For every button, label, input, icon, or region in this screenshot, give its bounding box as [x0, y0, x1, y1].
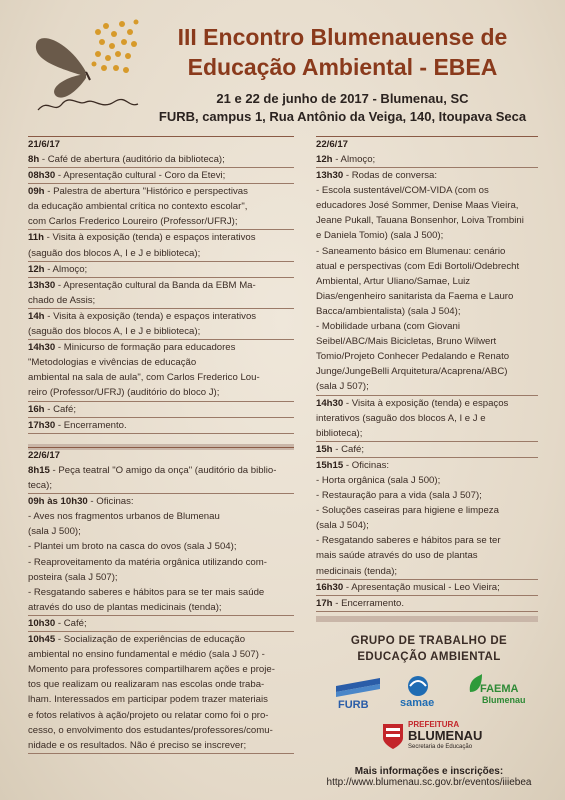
schedule-item: [28, 632, 294, 754]
partner-logos-graphic: [330, 672, 540, 712]
schedule-text: - Resgatando saberes e hábitos para se ter mais saúde: [28, 586, 265, 598]
right-date: 22/6/17: [316, 136, 538, 152]
schedule-text: atual e perspectivas (com Edi Bortoli/Odebrecht: [316, 260, 520, 272]
schedule-text: - Saneamento básico em Blumenau: cenário: [316, 245, 506, 257]
schedule-text: - Oficinas:: [87, 496, 134, 508]
schedule-line: [28, 494, 294, 509]
schedule-line: [28, 402, 294, 417]
schedule-text: - Reaproveitamento da matéria orgânica utilizando com-: [28, 556, 267, 568]
schedule-item: [28, 262, 294, 278]
schedule-line: [28, 355, 294, 370]
schedule-line: [316, 319, 538, 334]
schedule-text: educadores José Sommer, Denise Maas Vieira,: [316, 200, 519, 212]
schedule-time: 16h30: [316, 581, 344, 593]
event-info: [150, 90, 535, 126]
info-label: Mais informações e inscrições:: [354, 766, 504, 777]
title-line-2: Educação Ambiental - EBEA: [187, 54, 498, 80]
schedule-time: 14h30: [316, 397, 344, 409]
schedule-item: [28, 402, 294, 418]
schedule-item: [28, 184, 294, 230]
schedule-text: - Almoço;: [332, 154, 376, 165]
event-dates: 21 e 22 de junho de 2017 - Blumenau, SC: [216, 91, 469, 106]
schedule-item: [316, 442, 538, 458]
schedule-text: - Socialização de experiências de educação: [55, 634, 246, 646]
prefeitura-logo: [382, 720, 502, 752]
schedule-line: [28, 662, 294, 677]
schedule-text: - Visita à exposição (tenda) e espaços interativos: [44, 310, 257, 322]
schedule-line: [316, 411, 538, 426]
schedule-line: [28, 324, 294, 339]
schedule-text: Jeane Pukall, Tauana Bonsenhor, Loiva Trombini: [316, 215, 524, 227]
schedule-text: lham. Interessados em participar podem trazer materiais: [28, 694, 268, 706]
schedule-time: 13h30: [28, 279, 56, 291]
schedule-line: [316, 364, 538, 379]
samae-logo-text: samae: [400, 697, 435, 709]
group-line-1: GRUPO DE TRABALHO DE: [350, 635, 508, 647]
schedule-day2-afternoon: [316, 136, 538, 622]
event-venue: FURB, campus 1, Rua Antônio da Veiga, 140, Itoupava Seca: [158, 109, 527, 124]
schedule-line: [316, 396, 538, 411]
schedule-text: - Apresentação musical - Leo Vieira;: [343, 581, 500, 593]
schedule-text: - Aves nos fragmentos urbanos de Blumenau: [28, 511, 220, 523]
schedule-line: [28, 509, 294, 524]
info-url-link[interactable]: http://www.blumenau.sc.gov.br/eventos/iiiebea: [326, 777, 532, 788]
schedule-time: 11h: [28, 232, 45, 244]
schedule-line: [28, 168, 294, 183]
schedule-text: chado de Assis;: [28, 294, 96, 306]
faema-logo-text: FAEMA: [480, 683, 519, 695]
schedule-line: [28, 616, 294, 631]
section-divider: [316, 616, 538, 622]
schedule-line: [316, 228, 538, 243]
schedule-text: - Escola sustentável/COM-VIDA (com os: [316, 185, 489, 197]
schedule-item: [316, 152, 538, 168]
group-line-2: EDUCAÇÃO AMBIENTAL: [357, 651, 501, 663]
furb-logo: [336, 678, 380, 711]
event-title: [150, 22, 535, 82]
schedule-text: Ambiental, Artur Uliano/Samae, Luiz: [316, 275, 471, 287]
schedule-line: [28, 214, 294, 229]
schedule-text: - Rodas de conversa:: [343, 170, 438, 182]
schedule-item: [28, 152, 294, 168]
schedule-text: com Carlos Frederico Loureiro (Professor/UFRJ);: [28, 216, 238, 228]
schedule-item: [28, 463, 294, 494]
schedule-line: [316, 533, 538, 548]
schedule-line: [316, 304, 538, 319]
schedule-line: [28, 585, 294, 600]
schedule-text: biblioteca);: [316, 427, 363, 439]
schedule-text: - Visita à exposição (tenda) e espaços interativos: [44, 232, 256, 244]
schedule-text: Dias/engenheiro sanitarista da Faema e Lauro: [316, 290, 514, 302]
schedule-line: [316, 379, 538, 394]
schedule-item: [316, 396, 538, 442]
day2-list: [28, 463, 294, 754]
schedule-line: [28, 230, 294, 245]
schedule-text: cesso, o envolvimento dos estudantes/professores/comu-: [28, 724, 273, 736]
schedule-text: (sala J 504);: [316, 520, 369, 532]
schedule-line: [316, 503, 538, 518]
schedule-text: interativos (saguão dos blocos A, I e J e: [316, 412, 486, 424]
schedule-text: - Horta orgânica (sala J 500);: [316, 474, 441, 486]
schedule-text: - Encerramento.: [55, 419, 127, 431]
schedule-line: [316, 244, 538, 259]
footer-info: [318, 766, 540, 788]
schedule-text: ambiental no ensino fundamental e médio (sala J 507) -: [28, 649, 265, 661]
schedule-line: [28, 463, 294, 478]
schedule-text: (sala J 507);: [316, 381, 369, 393]
schedule-time: 15h: [316, 443, 333, 455]
schedule-line: [316, 473, 538, 488]
schedule-text: - Café;: [55, 617, 87, 629]
schedule-item: [28, 309, 294, 340]
schedule-line: [28, 677, 294, 692]
schedule-text: - Mobilidade urbana (com Giovani: [316, 321, 460, 333]
schedule-text: e fotos relativos à ação/projeto ou relatar como foi o pro-: [28, 709, 269, 721]
schedule-line: [316, 349, 538, 364]
schedule-text: Bacca/ambientalista) (sala J 504);: [316, 305, 461, 317]
schedule-line: [28, 600, 294, 615]
schedule-line: [28, 708, 294, 723]
schedule-line: [28, 370, 294, 385]
day1-date: 21/6/17: [28, 136, 294, 152]
schedule-line: [28, 309, 294, 324]
schedule-time: 8h15: [28, 465, 50, 476]
schedule-text: Tomio/Projeto Conhecer Pedalando e Renato: [316, 351, 510, 363]
schedule-time: 13h30: [316, 170, 344, 182]
schedule-time: 10h45: [28, 634, 56, 646]
schedule-time: 12h: [28, 263, 45, 275]
schedule-text: reiro (Professor/UFRJ) (auditório do bloco J);: [28, 387, 220, 399]
schedule-text: - Oficinas:: [343, 459, 390, 471]
partner-logos: [330, 672, 540, 712]
schedule-line: [316, 183, 538, 198]
faema-logo: [470, 674, 526, 705]
schedule-item: [316, 458, 538, 580]
schedule-text: da educação ambiental crítica no contexto escolar",: [28, 201, 248, 213]
schedule-text: Junge/JungeBelli Arquitetura/Acaprena/ABC): [316, 366, 508, 378]
prefeitura-emblem-icon: [382, 722, 404, 750]
furb-logo-text: FURB: [338, 699, 369, 711]
schedule-text: - Resgatando saberes e hábitos para se ter: [316, 535, 501, 547]
schedule-line: [316, 518, 538, 533]
schedule-line: [316, 213, 538, 228]
schedule-text: - Minicurso de formação para educadores: [55, 342, 236, 354]
schedule-item: [316, 596, 538, 612]
schedule-time: 09h às 10h30: [28, 496, 88, 508]
schedule-text: medicinais (tenda);: [316, 565, 398, 577]
schedule-text: - Apresentação cultural - Coro da Etevi;: [55, 170, 226, 182]
prefeitura-label: PREFEITURA: [408, 720, 460, 729]
schedule-item: [316, 168, 538, 395]
schedule-text: tos que realizam ou realizaram nas escolas onde traba-: [28, 679, 265, 691]
schedule-text: (saguão dos blocos A, I e J e biblioteca);: [28, 247, 201, 259]
schedule-line: [316, 289, 538, 304]
schedule-line: [316, 458, 538, 473]
schedule-line: [28, 692, 294, 707]
blumenau-label: BLUMENAU: [408, 728, 483, 743]
working-group-title: [318, 633, 540, 665]
schedule-text: - Restauração para a vida (sala J 507);: [316, 490, 482, 502]
schedule-day1: [28, 136, 294, 450]
schedule-line: [28, 184, 294, 199]
schedule-time: 17h: [316, 597, 333, 609]
signature-icon: [38, 99, 138, 110]
schedule-text: - Café de abertura (auditório da biblioteca);: [39, 154, 225, 165]
schedule-text: - Palestra de abertura "Histórico e perspectivas: [44, 186, 248, 198]
schedule-line: [316, 259, 538, 274]
schedule-line: [316, 488, 538, 503]
schedule-line: [316, 596, 538, 611]
schedule-text: e Daniela Tomio) (sala J 500);: [316, 230, 444, 242]
schedule-line: [28, 385, 294, 400]
schedule-time: 8h: [28, 154, 40, 165]
schedule-text: - Apresentação cultural da Banda da EBM Ma-: [55, 279, 256, 291]
schedule-text: "Metodologias e vivências de educação: [28, 357, 197, 369]
schedule-item: [28, 418, 294, 434]
schedule-time: 10h30: [28, 617, 56, 629]
schedule-line: [316, 564, 538, 579]
schedule-line: [28, 632, 294, 647]
schedule-text: mais saúde através do uso de plantas: [316, 550, 478, 562]
schedule-time: 14h: [28, 310, 45, 322]
schedule-time: 08h30: [28, 170, 56, 182]
schedule-line: [28, 418, 294, 433]
schedule-text: ambiental na sala de aula", com Carlos Frederico Lou-: [28, 372, 260, 384]
schedule-text: - Plantei um broto na casca do ovos (sala J 504);: [28, 541, 237, 553]
schedule-line: [316, 334, 538, 349]
schedule-text: posteira (sala J 507);: [28, 571, 118, 583]
samae-logo: [400, 676, 434, 709]
schedule-text: - Café;: [44, 403, 77, 415]
schedule-line: [28, 278, 294, 293]
schedule-line: [28, 199, 294, 214]
schedule-line: [316, 580, 538, 595]
schedule-line: [316, 426, 538, 441]
schedule-line: [28, 340, 294, 355]
schedule-line: [28, 539, 294, 554]
schedule-line: [28, 152, 294, 167]
schedule-time: 14h30: [28, 342, 56, 354]
schedule-time: 15h15: [316, 459, 344, 471]
schedule-line: [28, 738, 294, 753]
schedule-text: (sala J 500);: [28, 526, 81, 538]
schedule-text: (saguão dos blocos A, I e J e biblioteca);: [28, 326, 201, 338]
schedule-line: [28, 555, 294, 570]
schedule-line: [28, 647, 294, 662]
schedule-day2: [28, 447, 294, 754]
schedule-line: [316, 274, 538, 289]
schedule-text: - Café;: [332, 443, 365, 455]
schedule-item: [28, 278, 294, 309]
schedule-line: [316, 168, 538, 183]
schedule-text: através do uso de plantas medicinais (tenda);: [28, 601, 222, 613]
schedule-line: [316, 442, 538, 457]
faema-logo-subtext: Blumenau: [482, 695, 526, 705]
schedule-item: [28, 616, 294, 632]
butterfly-logo: [28, 10, 148, 120]
schedule-text: nidade e os resultados. Não é preciso se inscrever;: [28, 739, 247, 751]
schedule-time: 16h: [28, 403, 45, 415]
schedule-line: [28, 246, 294, 261]
schedule-item: [316, 580, 538, 596]
day2-date: 22/6/17: [28, 447, 294, 463]
secretaria-label: Secretaria de Educação: [408, 744, 473, 750]
schedule-item: [28, 168, 294, 184]
schedule-item: [28, 494, 294, 616]
schedule-line: [28, 293, 294, 308]
schedule-text: - Almoço;: [44, 263, 88, 275]
schedule-time: 12h: [316, 154, 333, 165]
schedule-item: [28, 340, 294, 401]
title-line-1: III Encontro Blumenauense de: [177, 24, 508, 50]
schedule-line: [316, 198, 538, 213]
schedule-line: [28, 478, 294, 493]
schedule-text: Momento para professores compartilharem ações e proje-: [28, 664, 275, 676]
schedule-text: teca);: [28, 480, 52, 492]
schedule-line: [316, 152, 538, 167]
day1-list: [28, 152, 294, 434]
schedule-line: [28, 723, 294, 738]
schedule-line: [28, 524, 294, 539]
schedule-line: [28, 262, 294, 277]
schedule-text: - Visita à exposição (tenda) e espaços: [343, 397, 509, 409]
schedule-time: 09h: [28, 186, 45, 198]
schedule-time: 17h30: [28, 419, 56, 431]
schedule-text: - Encerramento.: [332, 597, 404, 609]
right-list: [316, 152, 538, 612]
schedule-line: [28, 570, 294, 585]
schedule-text: - Soluções caseiras para higiene e limpeza: [316, 505, 499, 517]
schedule-item: [28, 230, 294, 261]
schedule-text: Seibel/ABC/Mais Bicicletas, Bruno Wilwert: [316, 336, 497, 348]
schedule-text: - Peça teatral "O amigo da onça" (auditório da biblio-: [49, 465, 277, 476]
schedule-line: [316, 548, 538, 563]
